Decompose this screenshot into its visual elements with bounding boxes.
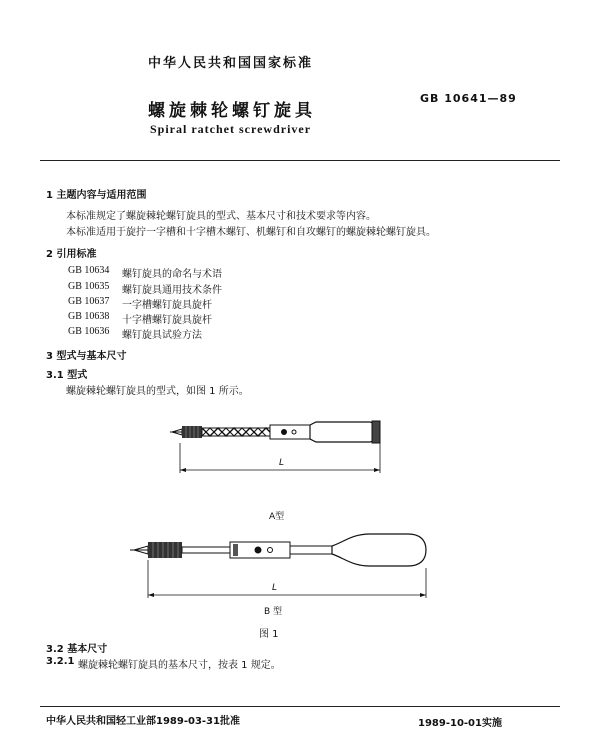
screwdriver-type-a-figure bbox=[170, 415, 390, 480]
section-3-2-1-text: 螺旋棘轮螺钉旋具的基本尺寸，按表 1 规定。 bbox=[78, 660, 281, 671]
reference-code: GB 10636 bbox=[68, 326, 110, 337]
reference-name: 螺钉旋具的命名与术语 bbox=[122, 269, 222, 280]
section-3-heading: 3 型式与基本尺寸 bbox=[46, 351, 127, 362]
section-3-1-heading: 3.1 型式 bbox=[46, 370, 88, 381]
english-title: Spiral ratchet screwdriver bbox=[150, 122, 312, 136]
screwdriver-type-b-figure bbox=[130, 528, 440, 608]
section-1-heading: 1 主题内容与适用范围 bbox=[46, 190, 147, 201]
dimension-label-l-a: L bbox=[279, 458, 285, 468]
dimension-label-l-b: L bbox=[272, 583, 278, 593]
reference-name: 螺钉旋具试验方法 bbox=[122, 330, 202, 341]
section-3-1-text: 螺旋棘轮螺钉旋具的型式，如图 1 所示。 bbox=[66, 386, 249, 397]
reference-name: 十字槽螺钉旋具旋杆 bbox=[122, 315, 212, 326]
reference-code: GB 10638 bbox=[68, 311, 110, 322]
section-3-2-1-number: 3.2.1 bbox=[46, 656, 75, 667]
document-title: 螺旋棘轮螺钉旋具 bbox=[148, 101, 316, 121]
reference-code: GB 10637 bbox=[68, 296, 110, 307]
section-2-heading: 2 引用标准 bbox=[46, 249, 97, 260]
figure-caption: 图 1 bbox=[259, 629, 279, 640]
header-rule bbox=[40, 160, 560, 161]
type-b-label: B 型 bbox=[264, 607, 283, 617]
reference-name: 一字槽螺钉旋具旋杆 bbox=[122, 300, 212, 311]
approval-line: 中华人民共和国轻工业部1989-03-31批准 bbox=[46, 716, 240, 727]
footer-rule bbox=[40, 706, 560, 707]
issuing-authority: 中华人民共和国国家标准 bbox=[148, 56, 314, 71]
effective-date: 1989-10-01实施 bbox=[418, 718, 502, 729]
standard-code: GB 10641—89 bbox=[420, 92, 517, 105]
reference-name: 螺钉旋具通用技术条件 bbox=[122, 285, 222, 296]
type-a-label: A型 bbox=[269, 512, 285, 522]
section-1-paragraph-2: 本标准适用于旋拧一字槽和十字槽木螺钉、机螺钉和自攻螺钉的螺旋棘轮螺钉旋具。 bbox=[66, 227, 436, 238]
reference-code: GB 10634 bbox=[68, 265, 110, 276]
reference-code: GB 10635 bbox=[68, 281, 110, 292]
section-1-paragraph-1: 本标准规定了螺旋棘轮螺钉旋具的型式、基本尺寸和技术要求等内容。 bbox=[66, 211, 376, 222]
section-3-2-heading: 3.2 基本尺寸 bbox=[46, 644, 108, 655]
